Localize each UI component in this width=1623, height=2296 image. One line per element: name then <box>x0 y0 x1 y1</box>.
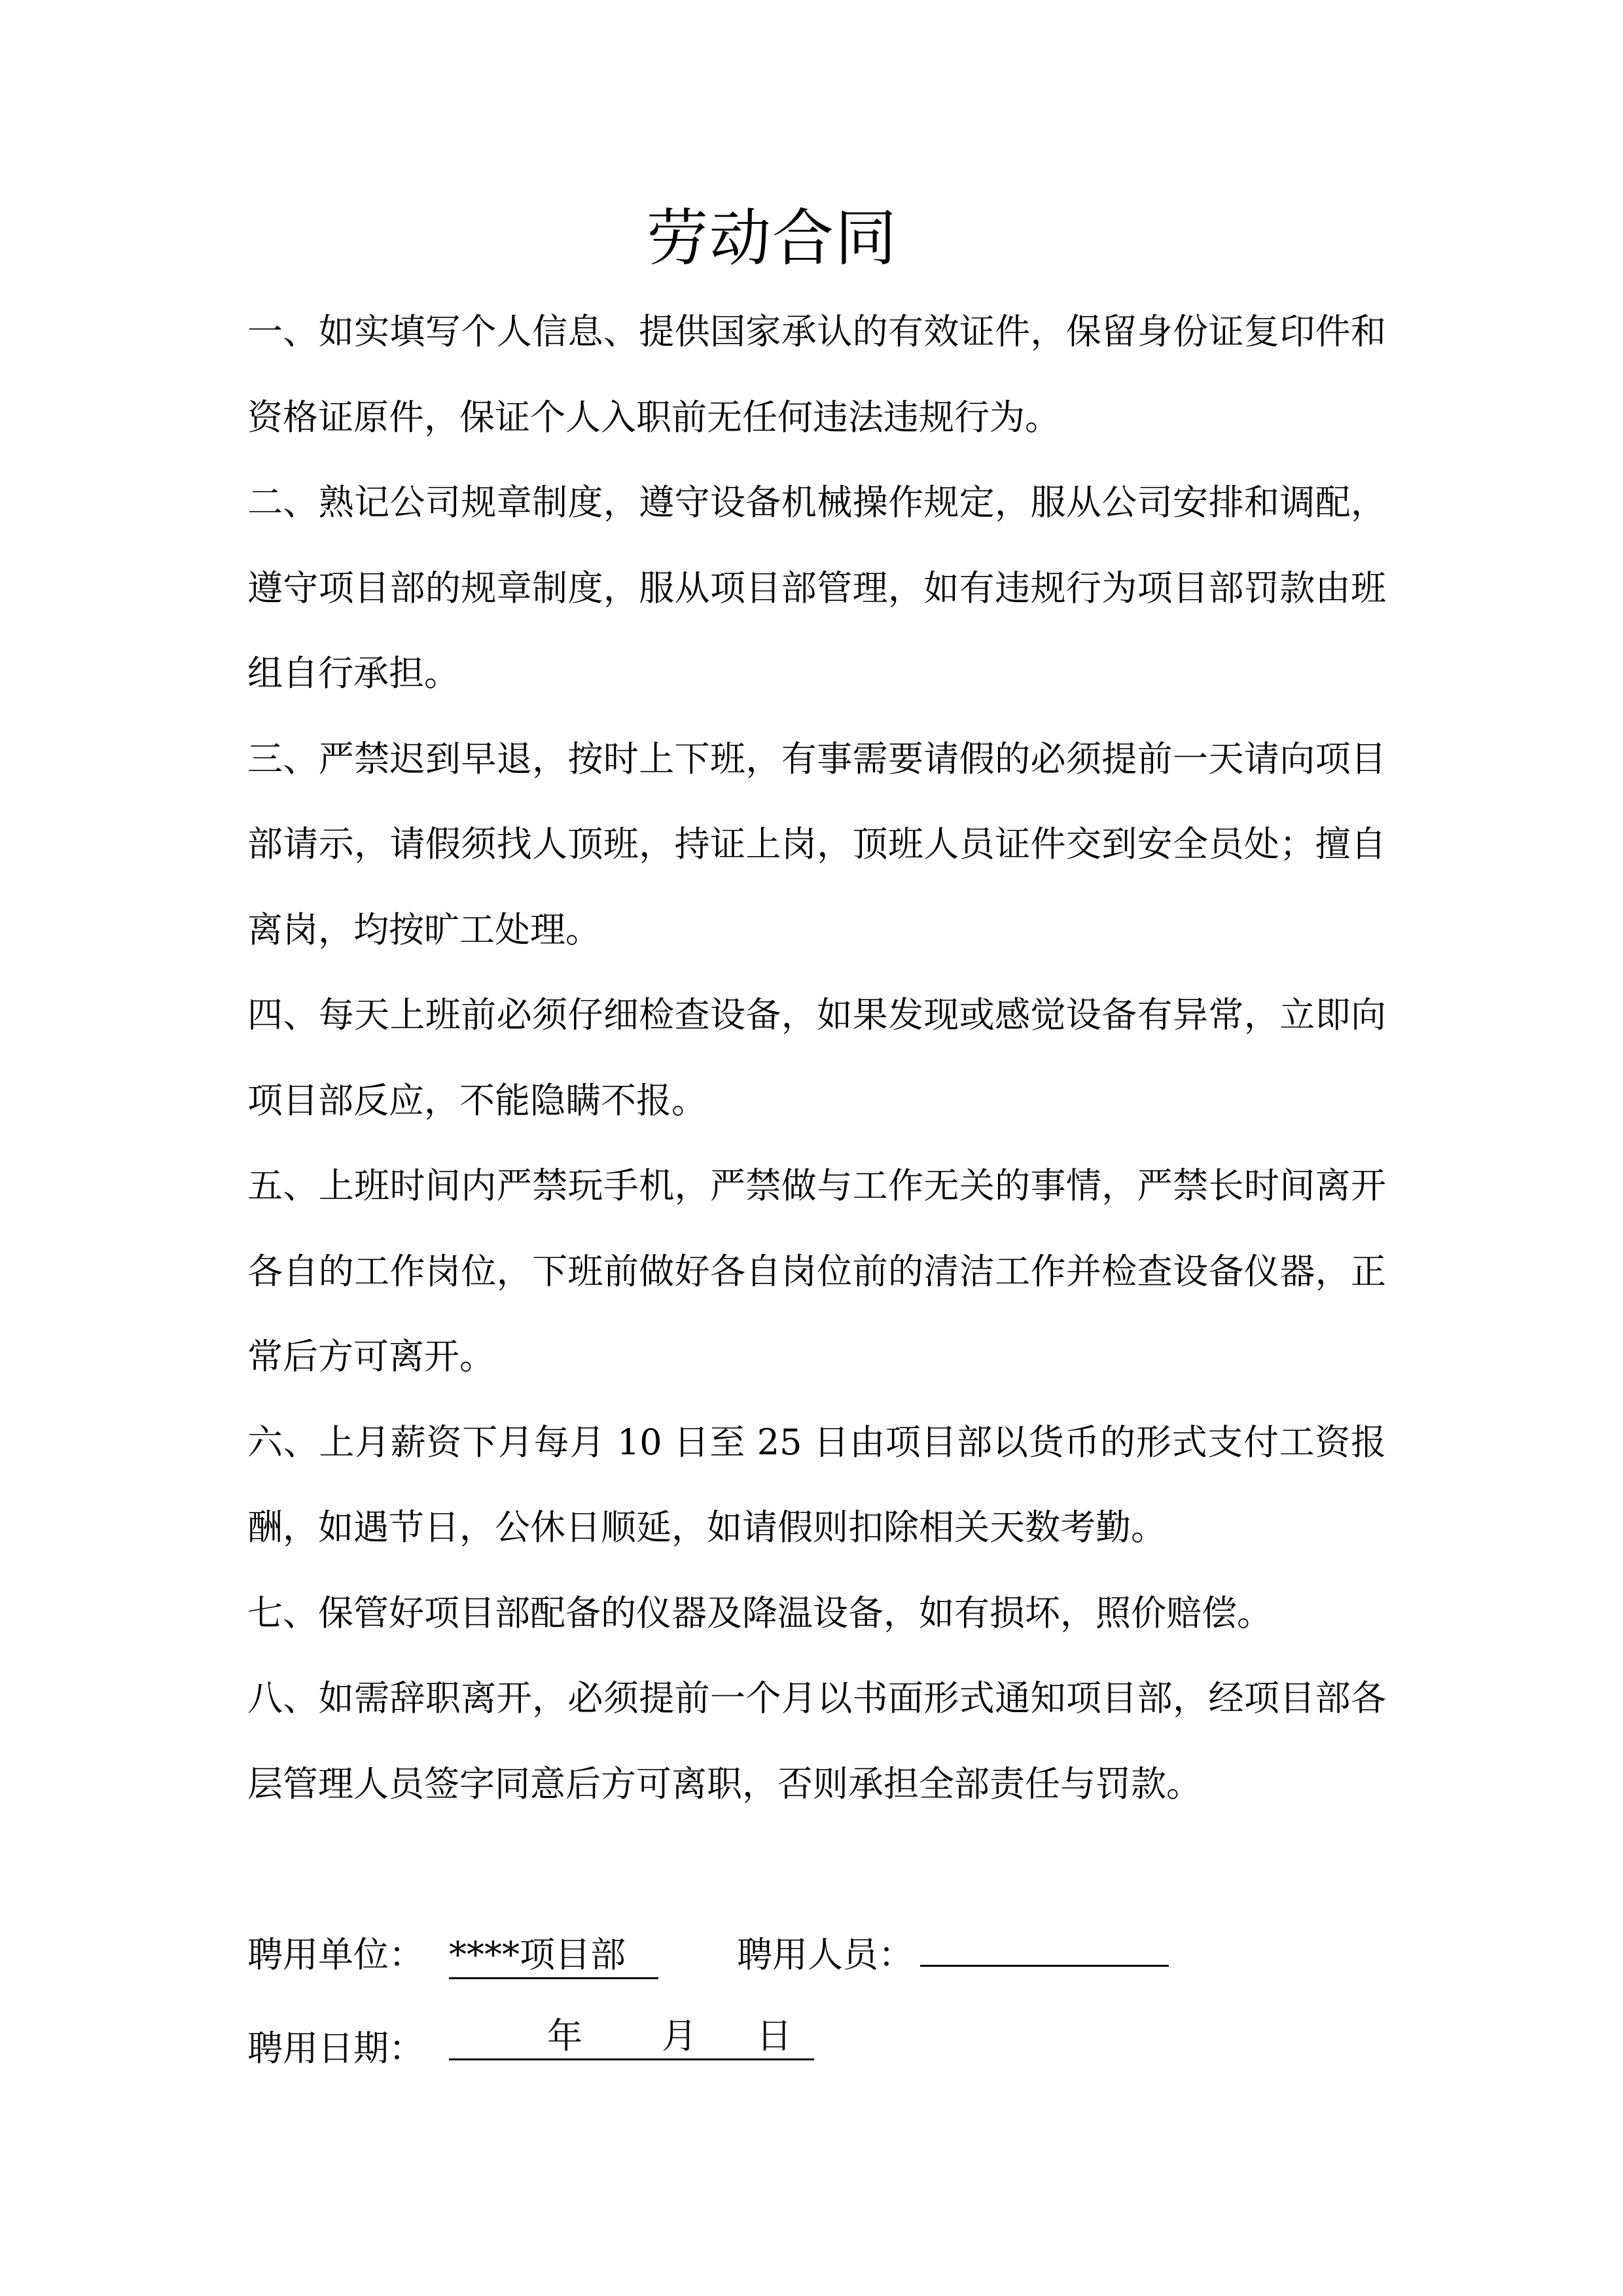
date-label: 聘用日期： <box>247 2028 424 2069</box>
clause-8: 八、如需辞职离开，必须提前一个月以书面形式通知项目部，经项目部各层管理人员签字同意后方可离职，否则承担全部责任与罚款。 <box>247 1677 1386 1804</box>
date-field[interactable] <box>449 2014 814 2060</box>
date-month-label: 月 <box>662 2015 697 2056</box>
page-title: 劳动合同 <box>646 203 898 274</box>
clause-2: 二、熟记公司规章制度，遵守设备机械操作规定，服从公司安排和调配，遵守项目部的规章制度，服从项目部管理，如有违规行为项目部罚款由班组自行承担。 <box>247 482 1386 694</box>
clause-3: 三、严禁迟到早退，按时上下班，有事需要请假的必须提前一天请向项目部请示，请假须找人顶班，持证上岗，顶班人员证件交到安全员处；擅自离岗，均按旷工处理。 <box>247 738 1386 950</box>
employee-label: 聘用人员： <box>737 1934 914 1975</box>
clause-7: 七、保管好项目部配备的仪器及降温设备，如有损坏，照价赔偿。 <box>247 1592 1272 1634</box>
employer-label: 聘用单位： <box>247 1934 424 1975</box>
signature-row-date <box>247 2014 814 2075</box>
date-day-label: 日 <box>757 2015 792 2056</box>
clause-1: 一、如实填写个人信息、提供国家承认的有效证件，保留身份证复印件和资格证原件，保证个人入职前无任何违法违规行为。 <box>247 311 1386 438</box>
contract-body <box>247 289 1386 1827</box>
signature-row-parties <box>247 1920 1169 1981</box>
clause-6: 六、上月薪资下月每月 10 日至 25 日由项目部以货币的形式支付工资报酬，如遇节日，公休日顺延，如请假则扣除相关天数考勤。 <box>247 1421 1386 1548</box>
employer-field[interactable]: ****项目部 <box>449 1933 658 1979</box>
date-year-label: 年 <box>547 2015 582 2056</box>
clause-5: 五、上班时间内严禁玩手机，严禁做与工作无关的事情，严禁长时间离开各自的工作岗位，下班前做好各自岗位前的清洁工作并检查设备仪器，正常后方可离开。 <box>247 1165 1386 1377</box>
employee-field[interactable] <box>920 1920 1169 1967</box>
clause-4: 四、每天上班前必须仔细检查设备，如果发现或感觉设备有异常，立即向项目部反应，不能隐瞒不报。 <box>247 994 1386 1121</box>
